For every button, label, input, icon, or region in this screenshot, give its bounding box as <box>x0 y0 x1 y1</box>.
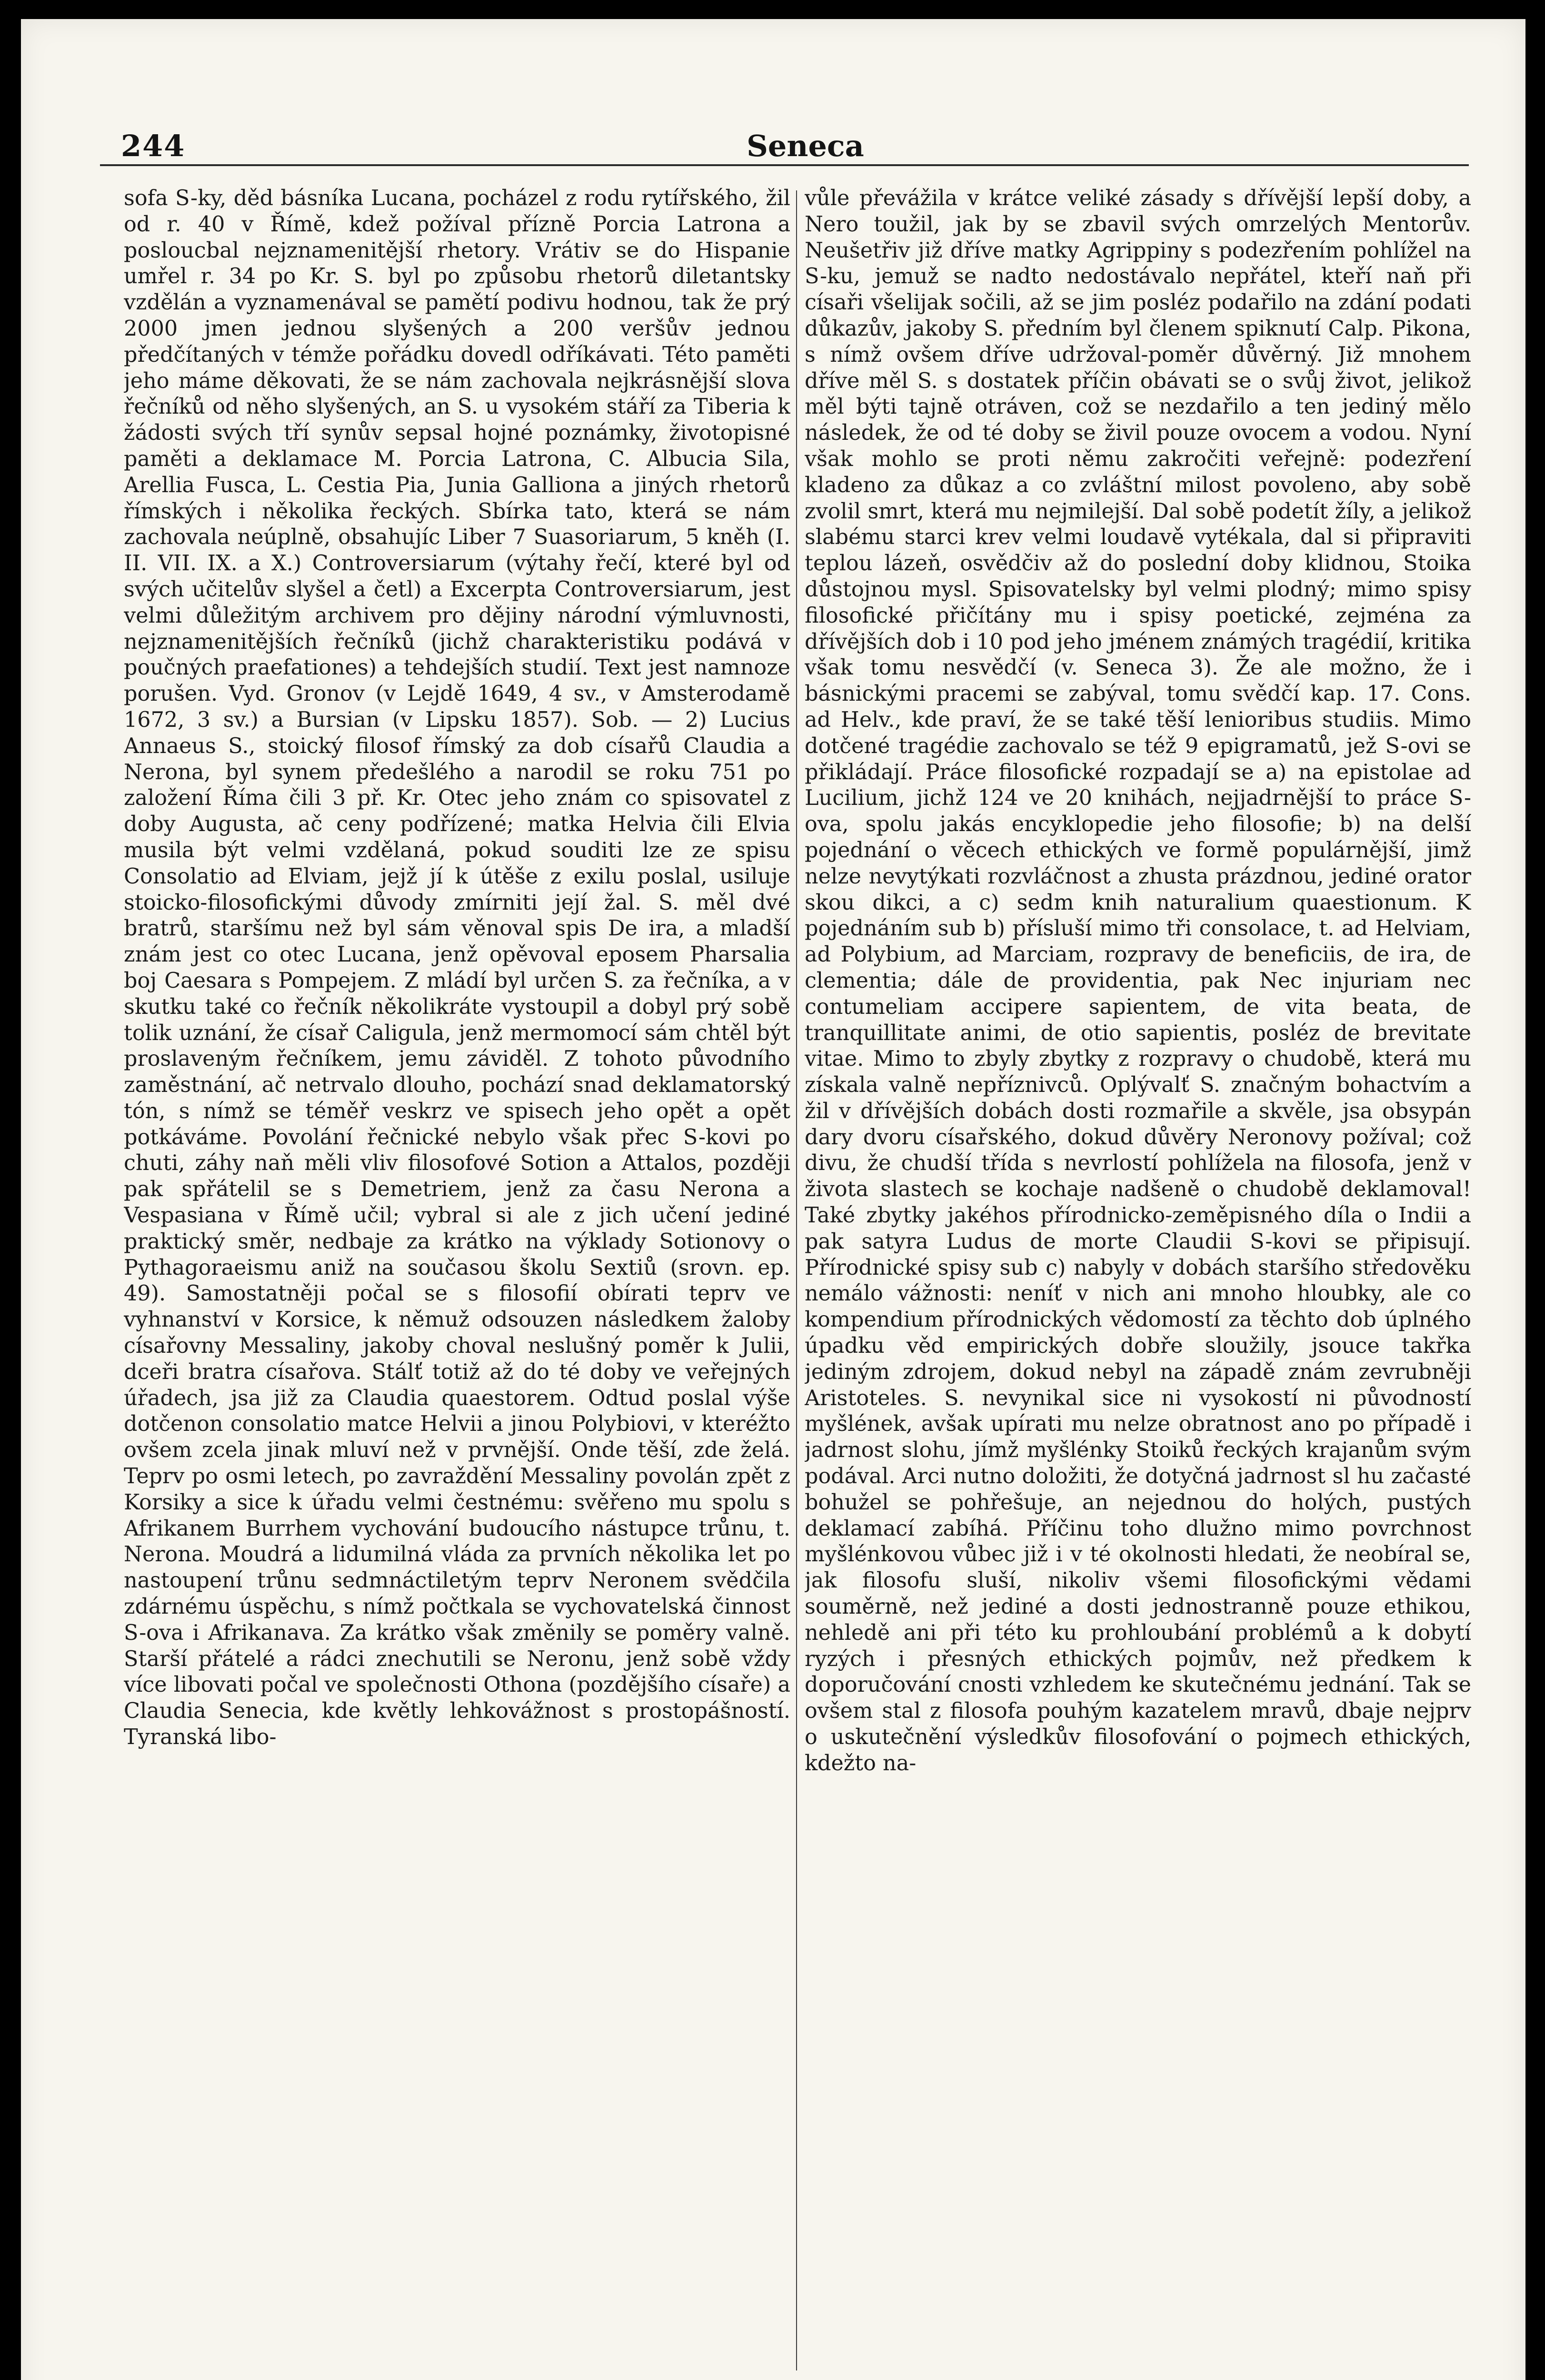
column-divider <box>796 190 797 2370</box>
right-column-text: vůle převážila v krátce veliké zásady s dřívější lepší doby, a Nero toužil, jak by se zbavil svých omrzelých Mentorův. Neušetřiv již dříve matky Agrippiny s podezřením pohlížel na S-ku, jemuž se nadto nedostávalo nepřátel, kteří naň při císaři všelijak sočili, až se jim posléz podařilo na zdání podati důkazův, jakoby S. předním byl členem spiknutí Calp. Pikona, s nímž ovšem dříve udržoval-poměr důvěrný. Již mnohem dříve měl S. s dostatek příčin obávati se o svůj život, jelikož měl býti tajně otráven, což se nezdařilo a ten jediný mělo následek, že od té doby se živil pouze ovocem a vodou. Nyní však mohlo se proti němu zakročiti veřejně: podezření kladeno za důkaz a co zvláštní milost povoleno, aby sobě zvolil smrt, která mu nejmilejší. Dal sobě podetít žíly, a jelikož slabému starci krev velmi loudavě vytékala, dal si připraviti teplou lázeň, osvědčiv až do poslední doby klidnou, Stoika důstojnou mysl. Spisovatelsky byl velmi plodný; mimo spisy filosofické přičítány mu i spisy poetické, zejména za dřívějších dob i 10 pod jeho jménem známých tragédií, kritika však tomu nesvědčí (v. Seneca 3). Že ale možno, že i básnickými pracemi se zabýval, tomu svědčí kap. 17. Cons. ad Helv., kde praví, že se také těší lenioribus studiis. Mimo dotčené tragédie zachovalo se též 9 epigramatů, jež S-ovi se přikládají. Práce filosofické rozpadají se a) na epistolae ad Lucilium, jichž 124 ve 20 knihách, nejjadrnější to práce S-ova, spolu jakás encyklopedie jeho filosofie; b) na delší pojednání o věcech ethických ve formě populárnější, jimž nelze nevytýkati rozvláčnost a zhusta prázdnou, jediné orator skou dikci, a c) sedm knih naturalium quaestionum. K pojednáním sub b) přísluší mimo tři consolace, t. ad Helviam, ad Polybium, ad Marciam, rozpravy de beneficiis, de ira, de clementia; dále de providentia, pak Nec injuriam nec contumeliam accipere sapientem, de vita beata, de tranquillitate animi, de otio sapientis, posléz de brevitate vitae. Mimo to zbyly zbytky z rozpravy o chudobě, která mu získala valně nepříznivců. Oplývalť S. značným bohactvím a žil v dřívějších dobách dosti rozmařile a skvěle, jsa obsypán dary dvoru císařského, dokud důvěry Neronovy požíval; což divu, že chudší třída s nevrlostí pohlížela na filosofa, jenž v života slastech se kochaje nadšeně o chudobě deklamoval! Také zbytky jakéhos přírodnicko-zeměpisného díla o Indii a pak satyra Ludus de morte Claudii S-kovi se připisují. Přírodnické spisy sub c) nabyly v dobách staršího středověku nemálo vážnosti: neníť v nich ani mnoho hloubky, ale co kompendium přírodnických vědomostí za těchto dob úplného úpadku věd empirických dobře sloužily, jsouce takřka jediným zdrojem, dokud nebyl na západě znám zevrubněji Aristoteles. S. nevynikal sice ni vysokostí ni původností myšlének, avšak upírati mu nelze obratnost ano po případě i jadrnost slohu, jímž myšlénky Stoiků řeckých krajanům svým podával. Arci nutno doložiti, že dotyčná jadrnost sl hu začasté bohužel se pohřešuje, an nejednou do holých, pustých deklamací zabíhá. Příčinu toho dlužno mimo povrchnost myšlénkovou vůbec již i v té okolnosti hledati, že neobíral se, jak filosofu sluší, nikoliv všemi filosofickými vědami souměrně, než jediné a dosti jednostranně pouze ethikou, nehledě ani při této ku prohloubání problémů a k dobytí ryzých i přesných ethických pojmův, než předkem k doporučování cnosti vzhledem ke skutečnému jednání. Tak se ovšem stal z filosofa pouhým kazatelem mravů, dbaje nejprv o uskutečnění výsledkův filosofování o pojmech ethických, kdežto na- <box>805 186 1471 1775</box>
running-head: Seneca <box>747 129 864 163</box>
left-column-text: sofa S-ky, děd básníka Lucana, pocházel z rodu rytířského, žil od r. 40 v Římě, kdež požíval přízně Porcia Latrona a posloucbal nejznamenitější rhetory. Vrátiv se do Hispanie umřel r. 34 po Kr. S. byl po způsobu rhetorů diletantsky vzdělán a vyznamenával se pamětí podivu hodnou, tak že prý 2000 jmen jednou slyšených a 200 veršův jednou předčítaných v témže pořádku dovedl odříkávati. Této paměti jeho máme děkovati, že se nám zachovala nejkrásnější slova řečníků od něho slyšených, an S. u vysokém stáří za Tiberia k žádosti svých tří synův sepsal hojné poznámky, životopisné paměti a deklamace M. Porcia Latrona, C. Albucia Sila, Arellia Fusca, L. Cestia Pia, Junia Galliona a jiných rhetorů římských i několika řeckých. Sbírka tato, která se nám zachovala neúplně, obsahujíc Liber 7 Suasoriarum, 5 kněh (I. II. VII. IX. a X.) Controversiarum (výtahy řečí, které byl od svých učitelův slyšel a četl) a Excerpta Controversiarum, jest velmi důležitým archivem pro dějiny národní výmluvnosti, nejznamenitějších řečníků (jichž charakteristiku podává v poučných praefationes) a tehdejších studií. Text jest namnoze porušen. Vyd. Gronov (v Lejdě 1649, 4 sv., v Amsterodamě 1672, 3 sv.) a Bursian (v Lipsku 1857). Sob. — 2) Lucius Annaeus S., stoický filosof římský za dob císařů Claudia a Nerona, byl synem předešlého a narodil se roku 751 po založení Říma čili 3 př. Kr. Otec jeho znám co spisovatel z doby Augusta, ač ceny podřízené; matka Helvia čili Elvia musila být velmi vzdělaná, pokud souditi lze ze spisu Consolatio ad Elviam, jejž jí k útěše z exilu poslal, usiluje stoicko-filosofickými důvody zmírniti její žal. S. měl dvé bratrů, staršímu než byl sám věnoval spis De ira, a mladší znám jest co otec Lucana, jenž opěvoval eposem Pharsalia boj Caesara s Pompejem. Z mládí byl určen S. za řečníka, a v skutku také co řečník několikráte vystoupil a dobyl prý sobě tolik uznání, že císař Caligula, jenž mermomocí sám chtěl být proslaveným řečníkem, jemu záviděl. Z tohoto původního zaměstnání, ač netrvalo dlouho, pochází snad deklamatorský tón, s nímž se téměř veskrz ve spisech jeho opět a opět potkáváme. Povolání řečnické nebylo však přec S-kovi po chuti, záhy naň měli vliv filosofové Sotion a Attalos, později pak spřátelil se s Demetriem, jenž za času Nerona a Vespasiana v Římě učil; vybral si ale z jich učení jediné praktický směr, nedbaje za krátko na výklady Sotionovy o Pythagoraeismu aniž na současou školu Sextiů (srovn. ep. 49). Samostatněji počal se s filosofií obírati teprv ve vyhnanství v Korsice, k němuž odsouzen následkem žaloby císařovny Messaliny, jakoby choval neslušný poměr k Julii, dceři bratra císařova. Stálť totiž až do té doby ve veřejných úřadech, jsa již za Claudia quaestorem. Odtud poslal výše dotčenon consolatio matce Helvii a jinou Polybiovi, v kteréžto ovšem zcela jinak mluví než v prvnější. Onde těší, zde želá. Teprv po osmi letech, po zavraždění Messaliny povolán zpět z Korsiky a sice k úřadu velmi čestnému: svěřeno mu spolu s Afrikanem Burrhem vychování budoucího nástupce trůnu, t. Nerona. Moudrá a lidumilná vláda za prvních několika let po nastoupení trůnu sedmnáctiletým teprv Neronem svědčila zdárnému úspěchu, s nímž počtkala se vychovatelská činnost S-ova i Afrikanava. Za krátko však změnily se poměry valně. Starší přátelé a rádci znechutili se Neronu, jenž sobě vždy více libovati počal ve společnosti Othona (pozdějšího císaře) a Claudia Senecia, kde květly lehkovážnost s prostopášností. Tyranská libo- <box>124 186 790 1750</box>
header-divider <box>100 164 1469 166</box>
page-number: 244 <box>121 129 186 163</box>
left-text-column <box>124 186 790 2380</box>
right-text-column <box>805 186 1471 2380</box>
